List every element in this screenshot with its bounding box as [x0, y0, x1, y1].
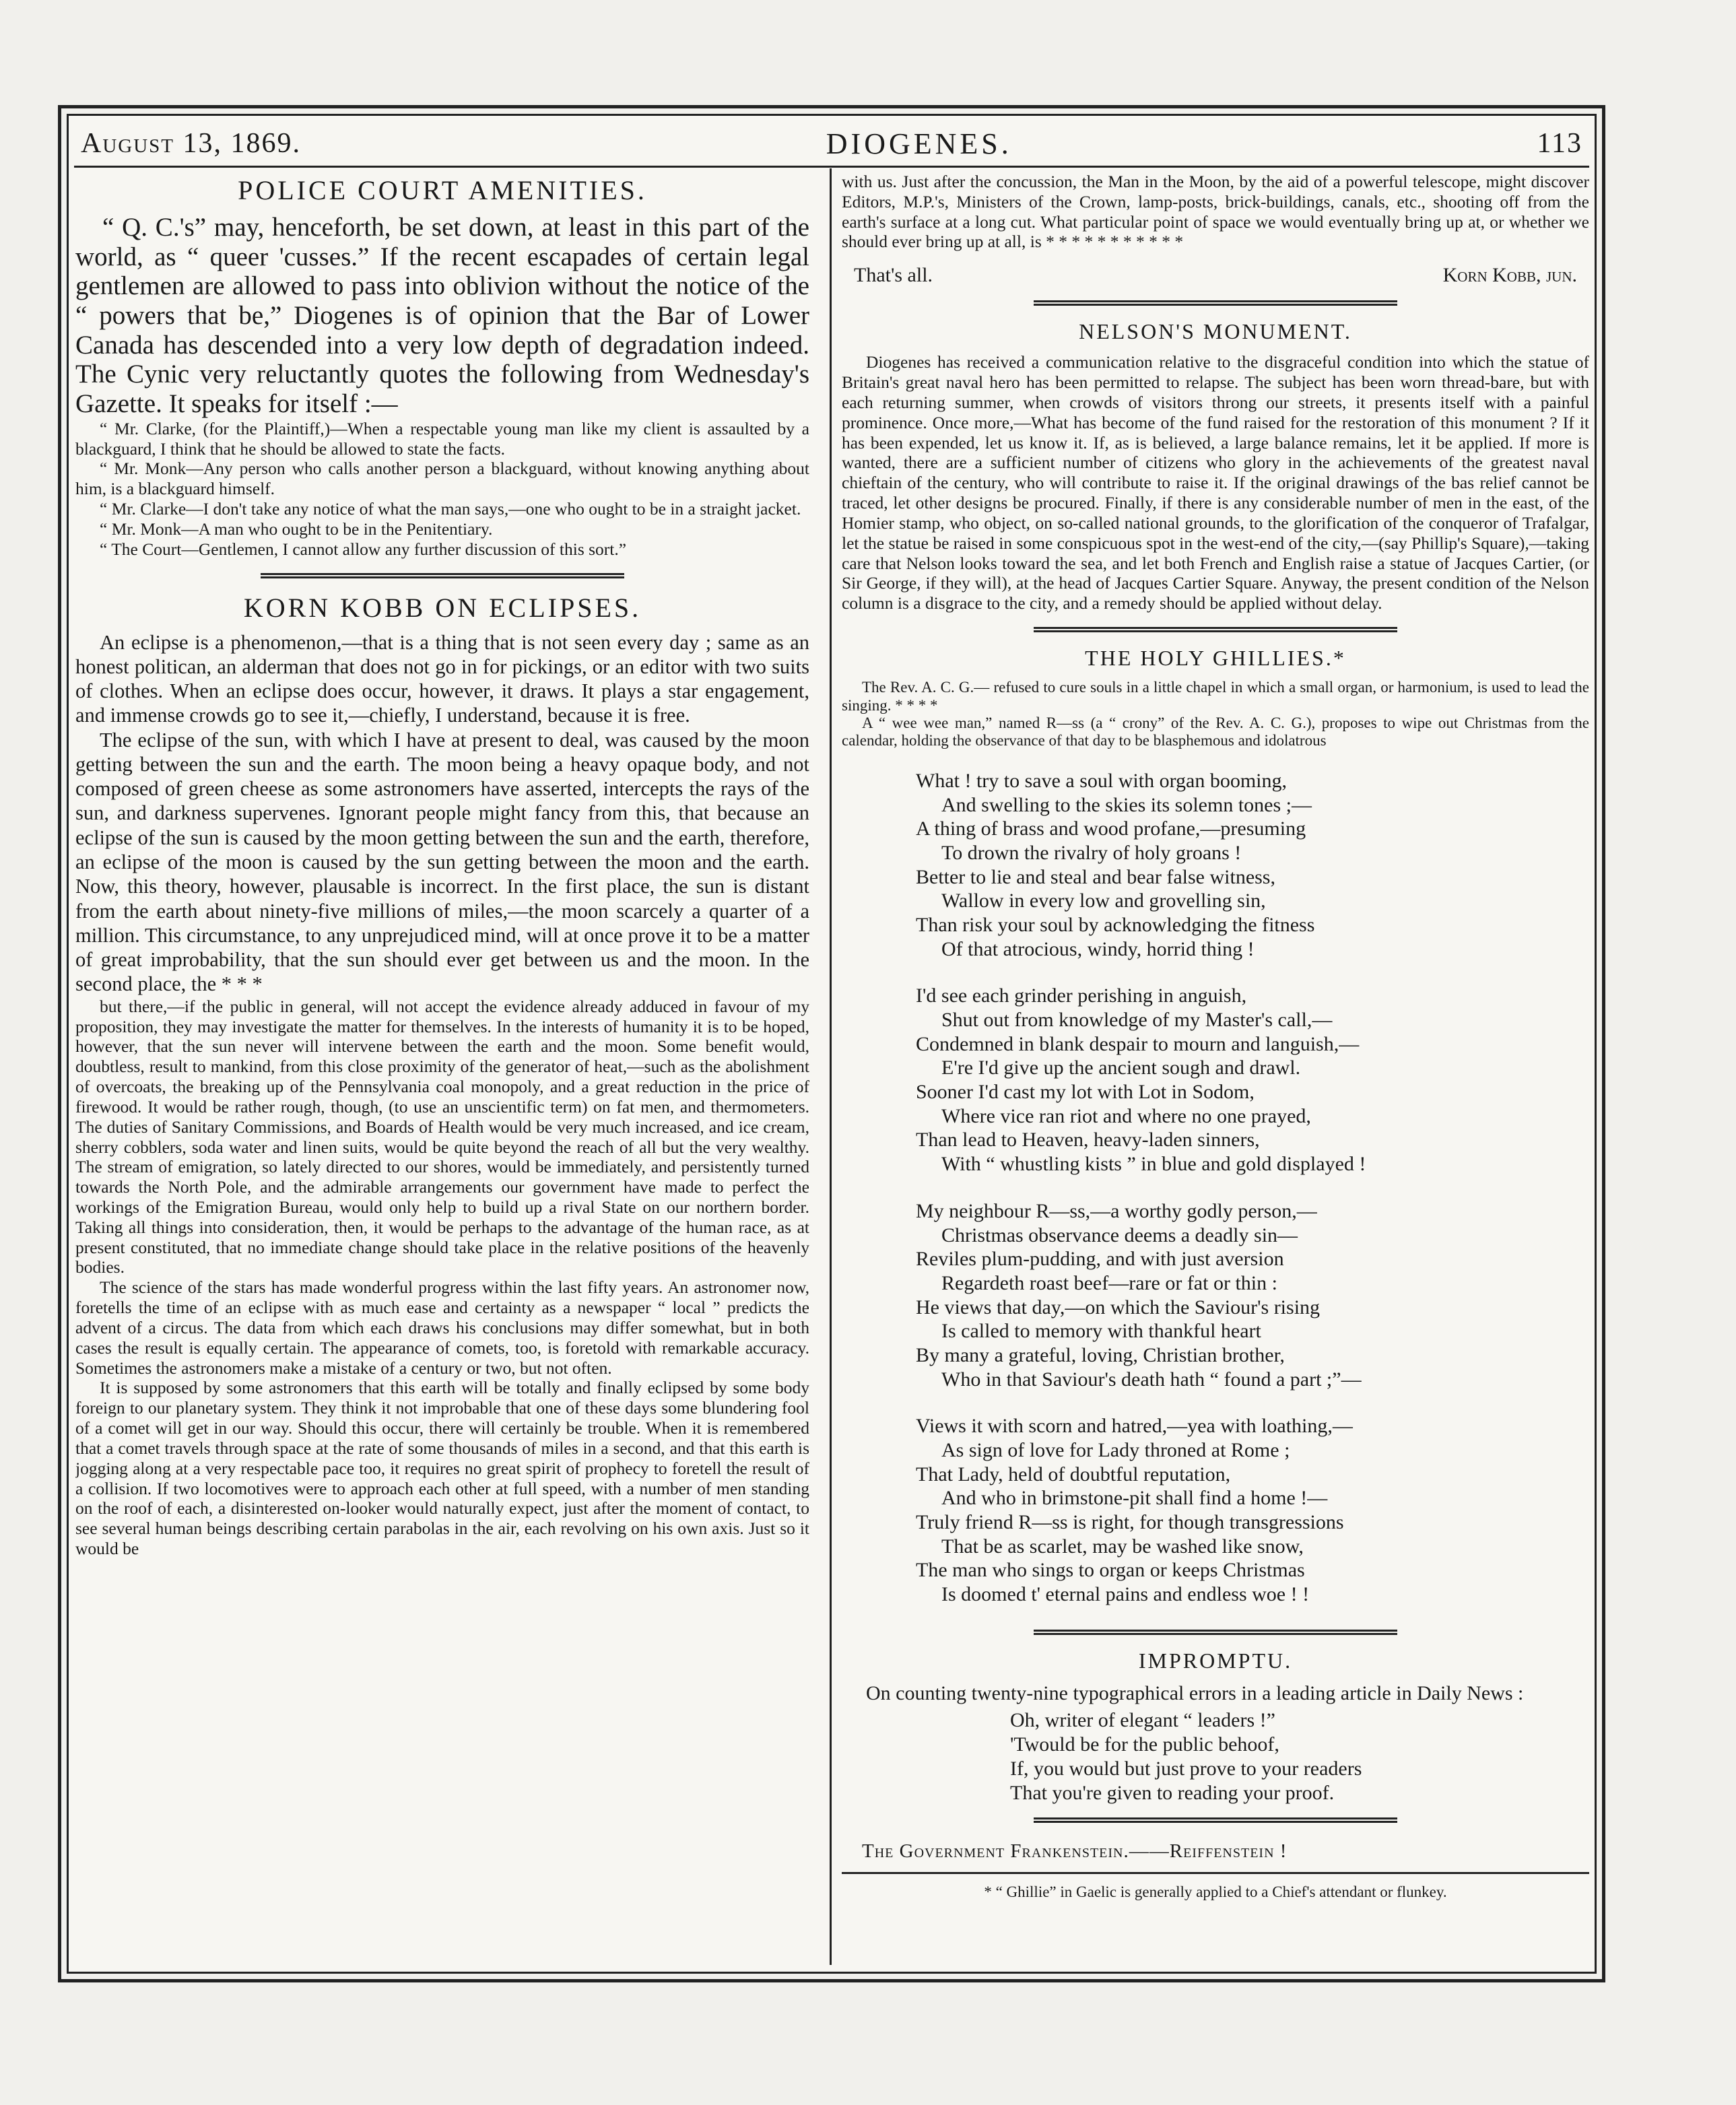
court-quote: “ Mr. Monk—A man who ought to be in the Penitentiary. [100, 519, 493, 539]
poem-line: And who in brimstone-pit shall find a home !— [941, 1487, 1328, 1510]
poem-stanza [916, 1199, 1589, 1392]
left-column [75, 172, 809, 1963]
poem-line: Wallow in every low and grovelling sin, [941, 890, 1266, 912]
poem-stanza [916, 1414, 1589, 1607]
verse-line: That you're given to reading your proof. [1010, 1781, 1335, 1804]
verse-line: 'Twould be for the public behoof, [1010, 1733, 1279, 1756]
footnote-rule [842, 1872, 1589, 1874]
poem-line: E're I'd give up the ancient sough and drawl. [941, 1057, 1301, 1079]
poem-line: With “ whustling kists ” in blue and gold displayed ! [941, 1153, 1366, 1176]
section-rule [1034, 627, 1397, 632]
poem-line: By many a grateful, loving, Christian brother, [916, 1343, 1285, 1366]
poem-line: Of that atrocious, windy, horrid thing ! [941, 937, 1255, 960]
poem-line: Condemned in blank despair to mourn and languish,— [916, 1032, 1360, 1055]
ghillies-title: THE HOLY GHILLIES.* [1085, 646, 1346, 671]
court-quote: “ Mr. Monk—Any person who calls another person a blackguard, without knowing anything about him, is a blackguard himself. [75, 459, 809, 499]
poem-line: My neighbour R—ss,—a worthy godly person,— [916, 1199, 1317, 1222]
ghillies-note: The Rev. A. C. G.— refused to cure souls in a little chapel in which a small organ, or harmonium, is used to lead the singing. * * * * [842, 679, 1589, 714]
poem-line: Where vice ran riot and where no one prayed, [941, 1104, 1311, 1127]
poem-line: That be as scarlet, may be washed like snow, [941, 1535, 1304, 1558]
page-number: 113 [1537, 128, 1582, 159]
signoff-text: That's all. [854, 264, 933, 287]
poem-line: Christmas observance deems a deadly sin— [941, 1224, 1298, 1246]
poem-line: Than lead to Heaven, heavy-laden sinners, [916, 1129, 1260, 1151]
column-divider [830, 168, 832, 1965]
court-quote: “ The Court—Gentlemen, I cannot allow any further discussion of this sort.” [100, 539, 627, 559]
poem-stanza [916, 984, 1589, 1176]
poem-line: I'd see each grinder perishing in anguish, [916, 984, 1247, 1007]
signoff [854, 264, 1577, 287]
section-rule [1034, 300, 1397, 306]
footnote: * “ Ghillie” in Gaelic is generally applied to a Chief's attendant or flunkey. [984, 1883, 1447, 1900]
impromptu-intro: On counting twenty-nine typographical errors in a leading article in Daily News : [866, 1681, 1524, 1704]
nelson-body: Diogenes has received a communication relative to the disgraceful condition into which the statue of Britain's great naval hero has been permitted to relapse. The subject has been worn thread-bare, but with each returning summer, when crowds of visitors throng our streets, it presents itself with a painful prominence. Once more,—What has become of the fund raised for the restoration of this monument ? If it has been expended, let us know it. If, as is believed, a large balance remains, let it be applied. If more is wanted, there are a sufficient number of citizens who glory in the achievements of the greatest naval chieftain of the century, who will contribute to raise it. If the original drawings of the bas relief cannot be traced, let other designs be procured. Finally, if there is any considerable number of men in the east, of the Homier stamp, who object, on so-called national grounds, to the glorification of the conqueror of Trafalgar, let the statue be raised in some conspicuous spot in the west-end of the city,—(say Phillip's Square),—taking care that Nelson looks toward the sea, and let both French and English raise a statue of Jacques Cartier, (or Sir George, if they will), at the head of Jacques Cartier Square. Anyway, the present condition of the Nelson column is a disgrace to the city, and a remedy should be applied without delay. [842, 352, 1589, 613]
section-rule [1034, 1817, 1397, 1823]
poem-line: Who in that Saviour's death hath “ found a part ;”— [941, 1368, 1362, 1391]
eclipses-paragraph: but there,—if the public in general, will not accept the evidence already adduced in favour of my proposition, they may investigate the matter for themselves. In the interests of humanity it is to be hoped, however, that the sun never will intervene between the earth and the moon. Some benefit would, doubtless, result to mankind, from this close proximity of the generator of heat,—such as the abolishment of overcoats, the breaking up of the Pennsylvania coal monopoly, and a great reduction in the price of firewood. It would be rather rough, though, (to use an unscientific term) on fat men, and thermometers. The duties of Sanitary Commissions, and Boards of Health would be very much increased, and ice cream, sherry cobblers, soda water and linen suits, would be quite beyond the reach of all but the very wealthy. The stream of emigration, so lately directed to our shores, would be immediately, and persistently turned towards the North Pole, and the admirable arrangements our government have made to perfect the workings of the Emigration Bureau, would only help to build up a rival State on our northern border. Taking all things into consideration, then, it would be perhaps to the advantage of the human race, as at present constituted, that no immediate change should take place in the relative positions of the heavenly bodies. [75, 996, 809, 1277]
poem-line: Views it with scorn and hatred,—yea with loathing,— [916, 1415, 1353, 1438]
poem-line: What ! try to save a soul with organ booming, [916, 769, 1288, 792]
poem-line: Sooner I'd cast my lot with Lot in Sodom, [916, 1081, 1255, 1104]
author-signature: Korn Kobb, jun. [1442, 264, 1577, 287]
impromptu-title: IMPROMPTU. [1138, 1648, 1293, 1673]
eclipses-continuation: with us. Just after the concussion, the Man in the Moon, by the aid of a powerful telescope, might discover Editors, M.P.'s, Ministers of the Crown, lamp-posts, brick-buildings, canals, etc., shooting off from the earth's surface at a long cut. What particular point of space we would eventually bring up at, or whether we should ever bring up at all, is * * * * * * * * * * * [842, 172, 1589, 252]
poem-line: A thing of brass and wood profane,—presuming [916, 817, 1306, 840]
police-court-intro: “ Q. C.'s” may, henceforth, be set down, at least in this part of the world, as “ queer 'cusses.” If the recent escapades of certain legal gentlemen are allowed to pass into oblivion without the notice of the “ powers that be,” Diogenes is of opinion that the Bar of Lower Canada has descended into a very low depth of degradation indeed. The Cynic very reluctantly quotes the following from Wednesday's Gazette. It speaks for itself :— [75, 213, 809, 419]
eclipses-paragraph: The science of the stars has made wonderful progress within the last fifty years. An astronomer now, foretells the time of an eclipse with as much ease and certainty as a newspaper “ local ” predicts the advent of a circus. The data from which each draws his conclusions may differ somewhat, but in both cases the result is equally certain. The appearance of comets, too, is foretold with remarkable accuracy. Sometimes the astronomers make a mistake of a century or two, but not often. [75, 1277, 809, 1378]
verse-line: Oh, writer of elegant “ leaders !” [1010, 1708, 1275, 1731]
eclipses-paragraph: It is supposed by some astronomers that this earth will be totally and finally eclipsed by some body foreign to our planetary system. They think it not improbable that one of these days some blundering fool of a comet will get in our way. Should this occur, there will certainly be trouble. When it is remembered that a comet travels through space at the rate of some thousands of miles in a second, and that this earth is jogging along at a very respectable pace too, it requires no great spirit of prophecy to foretell the result of a collision. If two locomotives were to approach each other at full speed, with a number of men standing on the roof of each, a disinterested on-looker would naturally expect, just after the moment of contact, to see several human beings describing certain parabolas in the air, each revolving on his own axis. Just so it would be [75, 1378, 809, 1559]
court-quote: “ Mr. Clarke—I don't take any notice of what the man says,—one who ought to be in a straight jacket. [100, 499, 801, 519]
poem-line: Than risk your soul by acknowledging the fitness [916, 913, 1315, 936]
nelson-title: NELSON'S MONUMENT. [1079, 319, 1352, 344]
poem-line: Reviles plum-pudding, and with just aversion [916, 1248, 1284, 1271]
eclipses-paragraph: An eclipse is a phenomenon,—that is a thing that is not seen every day ; same as an honest politican, an alderman that does not go in for pickings, or an editor with two suits of clothes. When an eclipse does occur, however, it draws. It plays a star engagement, and immense crowds go to see it,—chiefly, I understand, because it is free. [75, 630, 809, 727]
government-line: The Government Frankenstein.——Reiffenstein ! [862, 1840, 1288, 1862]
poem-line: Is doomed t' eternal pains and endless woe ! ! [941, 1583, 1310, 1606]
poem-line: Better to lie and steal and bear false witness, [916, 865, 1275, 888]
poem-line: Regardeth roast beef—rare or fat or thin : [941, 1271, 1277, 1294]
poem-line: Is called to memory with thankful heart [941, 1320, 1261, 1343]
ghillies-note: A “ wee wee man,” named R—ss (a “ crony” of the Rev. A. C. G.), proposes to wipe out Christmas from the calendar, holding the observance of that day to be blasphemous and idolatrous [842, 714, 1589, 749]
poem-line: He views that day,—on which the Saviour's rising [916, 1296, 1321, 1318]
poem-line: Truly friend R—ss is right, for though transgressions [916, 1511, 1344, 1534]
poem-line: That Lady, held of doubtful reputation, [916, 1463, 1231, 1485]
publication-title: DIOGENES. [826, 127, 1012, 160]
verse-line: If, you would but just prove to your readers [1010, 1757, 1362, 1780]
right-column [842, 172, 1589, 1963]
poem-stanza [916, 769, 1589, 962]
section-rule [1034, 1630, 1397, 1635]
court-quote: “ Mr. Clarke, (for the Plaintiff,)—When a respectable young man like my client is assaulted by a blackguard, I think that he should be allowed to state the facts. [75, 418, 809, 459]
section-rule [261, 573, 624, 578]
poem-line: The man who sings to organ or keeps Christmas [916, 1559, 1305, 1582]
eclipses-title: KORN KOBB ON ECLIPSES. [243, 592, 642, 623]
poem-line: As sign of love for Lady throned at Rome ; [941, 1439, 1290, 1462]
poem [916, 769, 1589, 1607]
poem-line: And swelling to the skies its solemn tones ;— [941, 793, 1312, 816]
masthead [74, 121, 1589, 168]
impromptu-verse [1010, 1708, 1589, 1805]
poem-line: Shut out from knowledge of my Master's call,— [941, 1009, 1333, 1032]
issue-date: August 13, 1869. [81, 128, 302, 159]
police-court-title: POLICE COURT AMENITIES. [238, 175, 647, 205]
eclipses-paragraph: The eclipse of the sun, with which I have at present to deal, was caused by the moon getting between the sun and the earth. The moon being a heavy opaque body, and not composed of green cheese as some astronomers have asserted, intercepts the rays of the sun, and darkness supervenes. Ignorant people might fancy from this, that because an eclipse of the sun is caused by the moon getting between the sun and the earth, therefore, an eclipse of the moon is caused by the sun getting between the moon and the earth. Now, this theory, however, plausable is incorrect. In the first place, the sun is distant from the earth about ninety-five millions of miles,—the moon scarcely a quarter of a million. This circumstance, to any unprejudiced mind, will at once prove it to be a matter of great improbability, that the sun should ever get between us and the moon. In the second place, the * * * [75, 728, 809, 996]
poem-line: To drown the rivalry of holy groans ! [941, 841, 1242, 864]
